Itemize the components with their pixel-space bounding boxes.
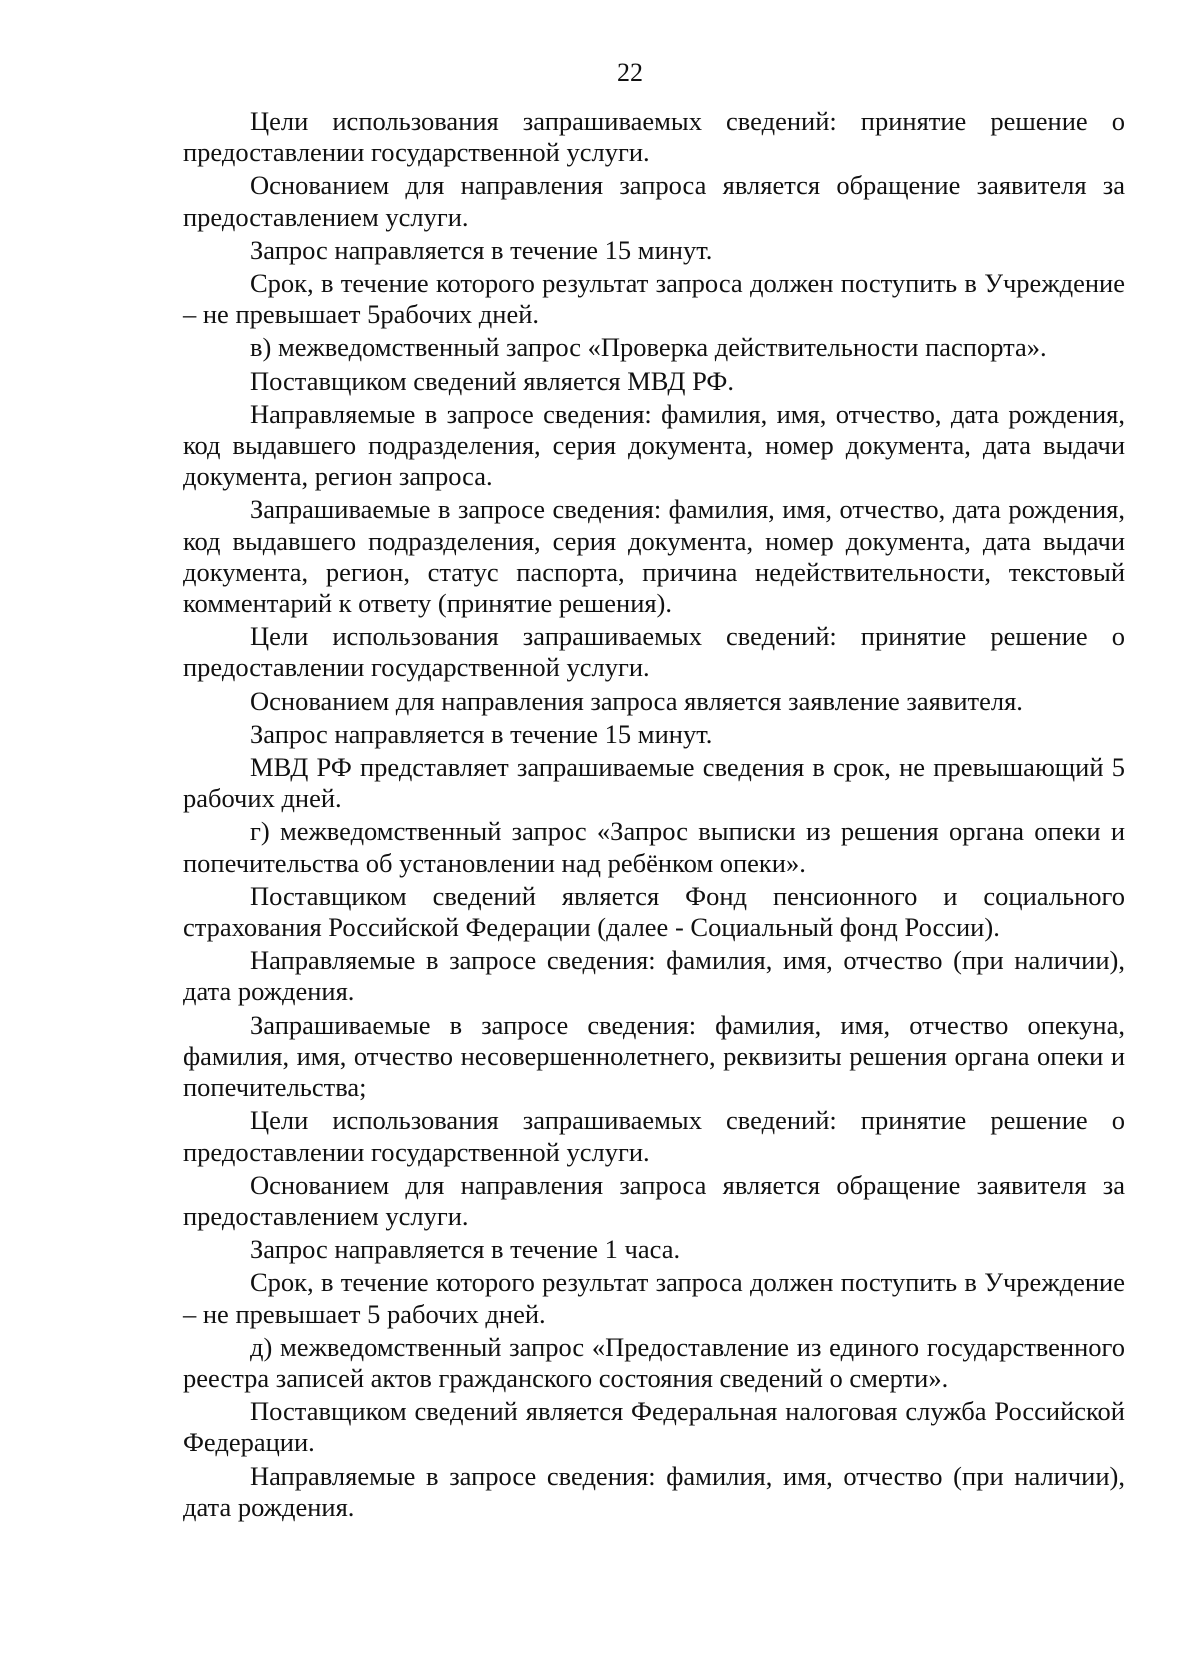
- paragraph-goals-2: Цели использования запрашиваемых сведений: принятие решение о предоставлении государственной услуги.: [183, 621, 1125, 683]
- paragraph-requested-data-g: Запрашиваемые в запросе сведения: фамилия, имя, отчество опекуна, фамилия, имя, отчество несовершеннолетнего, реквизиты решения органа опеки и попечительства;: [183, 1009, 1125, 1103]
- paragraph-sent-data-v: Направляемые в запросе сведения: фамилия, имя, отчество, дата рождения, код выдавшего подразделения, серия документа, номер документа, дата выдачи документа, регион запроса.: [183, 398, 1125, 492]
- paragraph-deadline-mvd: МВД РФ представляет запрашиваемые сведения в срок, не превышающий 5 рабочих дней.: [183, 752, 1125, 814]
- paragraph-sent-data-d: Направляемые в запросе сведения: фамилия, имя, отчество (при наличии), дата рождения.: [183, 1460, 1125, 1522]
- paragraph-deadline-1: Срок, в течение которого результат запроса должен поступить в Учреждение – не превышает 5рабочих дней.: [183, 268, 1125, 330]
- paragraph-deadline-3: Срок, в течение которого результат запроса должен поступить в Учреждение – не превышает 5 рабочих дней.: [183, 1267, 1125, 1329]
- paragraph-timing-1: Запрос направляется в течение 15 минут.: [250, 234, 713, 265]
- paragraph-timing-3: Запрос направляется в течение 1 часа.: [250, 1234, 681, 1265]
- paragraph-supplier-fns: Поставщиком сведений является Федеральная налоговая служба Российской Федерации.: [183, 1396, 1125, 1458]
- paragraph-request-d: д) межведомственный запрос «Предоставление из единого государственного реестра записей актов гражданского состояния сведений о смерти».: [183, 1331, 1125, 1393]
- paragraph-request-v: в) межведомственный запрос «Проверка действительности паспорта».: [250, 332, 1047, 363]
- paragraph-requested-data-v: Запрашиваемые в запросе сведения: фамилия, имя, отчество, дата рождения, код выдавшего подразделения, серия документа, номер документа, дата выдачи документа, регион, статус паспорта, причина недействительности, текстовый комментарий к ответу (принятие решения).: [183, 494, 1125, 619]
- paragraph-request-g: г) межведомственный запрос «Запрос выписки из решения органа опеки и попечительства об установлении над ребёнком опеки».: [183, 816, 1125, 878]
- page-number: 22: [617, 58, 643, 87]
- paragraph-basis-3: Основанием для направления запроса является обращение заявителя за предоставлением услуги.: [183, 1169, 1125, 1231]
- paragraph-supplier-sfr: Поставщиком сведений является Фонд пенсионного и социального страхования Российской Федерации (далее - Социальный фонд России).: [183, 880, 1125, 943]
- paragraph-goals-1: Цели использования запрашиваемых сведений: принятие решение о предоставлении государственной услуги.: [183, 106, 1125, 168]
- paragraph-supplier-mvd: Поставщиком сведений является МВД РФ.: [250, 365, 734, 396]
- document-body: [183, 106, 1125, 1525]
- paragraph-basis-2: Основанием для направления запроса является заявление заявителя.: [250, 685, 1023, 716]
- paragraph-goals-3: Цели использования запрашиваемых сведений: принятие решение о предоставлении государственной услуги.: [183, 1105, 1125, 1167]
- paragraph-basis-1: Основанием для направления запроса является обращение заявителя за предоставлением услуги.: [183, 170, 1125, 232]
- paragraph-sent-data-g: Направляемые в запросе сведения: фамилия, имя, отчество (при наличии), дата рождения.: [183, 945, 1125, 1007]
- paragraph-timing-2: Запрос направляется в течение 15 минут.: [250, 718, 713, 749]
